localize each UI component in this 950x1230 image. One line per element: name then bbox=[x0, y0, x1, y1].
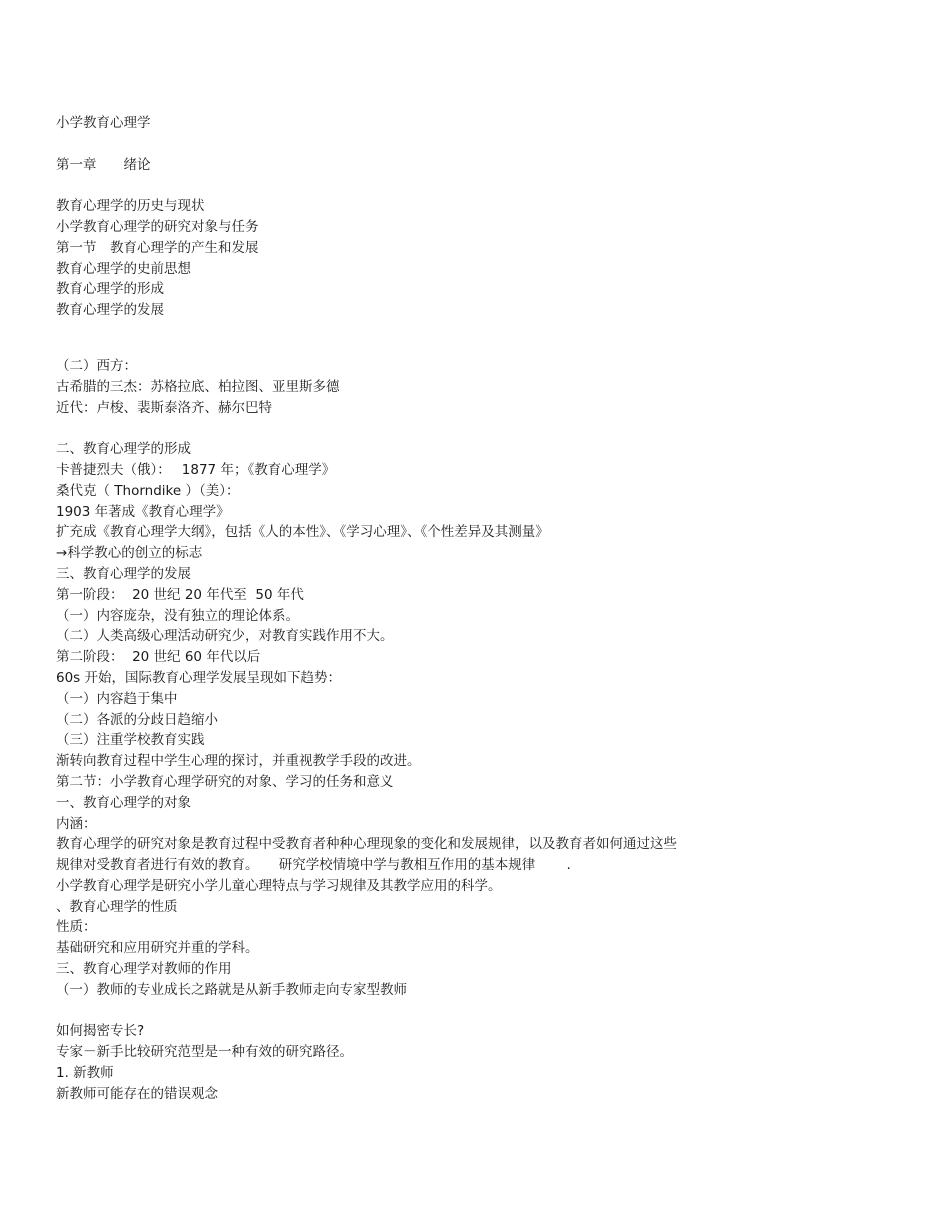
chapter-heading: 第一章 绪论 bbox=[56, 156, 151, 173]
text-line: 第一阶段： 20 世纪 20 年代至 50 年代 bbox=[56, 586, 304, 603]
spacer bbox=[56, 1001, 916, 1022]
spacer bbox=[56, 134, 916, 155]
spacer bbox=[56, 175, 916, 196]
text-line: 1. 新教师 bbox=[56, 1065, 114, 1082]
spacer bbox=[56, 418, 916, 439]
text-line: 小学教育心理学是研究小学儿童心理特点与学习规律及其教学应用的科学。 bbox=[56, 877, 502, 894]
text-line: 教育心理学的研究对象是教育过程中受教育者种种心理现象的变化和发展规律，以及教育者如何通过这些 bbox=[56, 836, 677, 853]
doc-title: 小学教育心理学 bbox=[56, 115, 151, 131]
text-line: 近代：卢梭、裴斯泰洛齐、赫尔巴特 bbox=[56, 399, 272, 416]
text-line: 教育心理学的发展 bbox=[56, 302, 164, 319]
section-heading: 第一节 教育心理学的产生和发展 bbox=[56, 239, 259, 256]
text-line: 教育心理学的形成 bbox=[56, 281, 164, 298]
text-line: 小学教育心理学的研究对象与任务 bbox=[56, 218, 259, 235]
text-line: 规律对受教育者进行有效的教育。 研究学校情境中学与教相互作用的基本规律 . bbox=[56, 857, 571, 874]
text-line: 专家－新手比较研究范型是一种有效的研究路径。 bbox=[56, 1044, 353, 1061]
text-line: （三）注重学校教育实践 bbox=[56, 732, 205, 749]
text-line: 新教师可能存在的错误观念 bbox=[56, 1085, 218, 1102]
spacer bbox=[56, 321, 916, 356]
text-line: 基础研究和应用研究并重的学科。 bbox=[56, 940, 259, 957]
text-line: （二）西方： bbox=[56, 357, 137, 374]
text-line: 古希腊的三杰：苏格拉底、柏拉图、亚里斯多德 bbox=[56, 378, 340, 395]
text-line: 扩充成《教育心理学大纲》，包括《人的本性》、《学习心理》、《个性差异及其测量》 bbox=[56, 524, 549, 541]
text-line: 桑代克（ Thorndike ）（美）： bbox=[56, 482, 240, 499]
section-heading: 第二节：小学教育心理学研究的对象、学习的任务和意义 bbox=[56, 773, 394, 790]
text-line: 卡普捷烈夫（俄）： 1877 年；《教育心理学》 bbox=[56, 461, 336, 478]
text-line: （一）内容庞杂，没有独立的理论体系。 bbox=[56, 607, 299, 624]
text-line: 内涵： bbox=[56, 815, 97, 832]
text-line: 一、教育心理学的对象 bbox=[56, 794, 191, 811]
text-line: 渐转向教育过程中学生心理的探讨，并重视教学手段的改进。 bbox=[56, 753, 421, 770]
text-line: 性质： bbox=[56, 919, 97, 936]
text-line: 三、教育心理学的发展 bbox=[56, 565, 191, 582]
text-line: （一）教师的专业成长之路就是从新手教师走向专家型教师 bbox=[56, 981, 407, 998]
text-line: 第二阶段： 20 世纪 60 年代以后 bbox=[56, 649, 261, 666]
document-page bbox=[56, 113, 916, 1105]
text-line: →科学教心的创立的标志 bbox=[56, 545, 203, 562]
text-line: 60s 开始，国际教育心理学发展呈现如下趋势： bbox=[56, 669, 342, 686]
text-line: （二）人类高级心理活动研究少，对教育实践作用不大。 bbox=[56, 628, 394, 645]
text-line: （二）各派的分歧日趋缩小 bbox=[56, 711, 218, 728]
text-line: 二、教育心理学的形成 bbox=[56, 441, 191, 458]
text-line: 如何揭密专长? bbox=[56, 1023, 145, 1040]
text-line: 教育心理学的历史与现状 bbox=[56, 198, 205, 215]
text-line: 教育心理学的史前思想 bbox=[56, 260, 191, 277]
text-line: 三、教育心理学对教师的作用 bbox=[56, 961, 232, 978]
text-line: 、教育心理学的性质 bbox=[56, 898, 178, 915]
text-line: （一）内容趋于集中 bbox=[56, 690, 178, 707]
text-line: 1903 年著成《教育心理学》 bbox=[56, 503, 230, 520]
